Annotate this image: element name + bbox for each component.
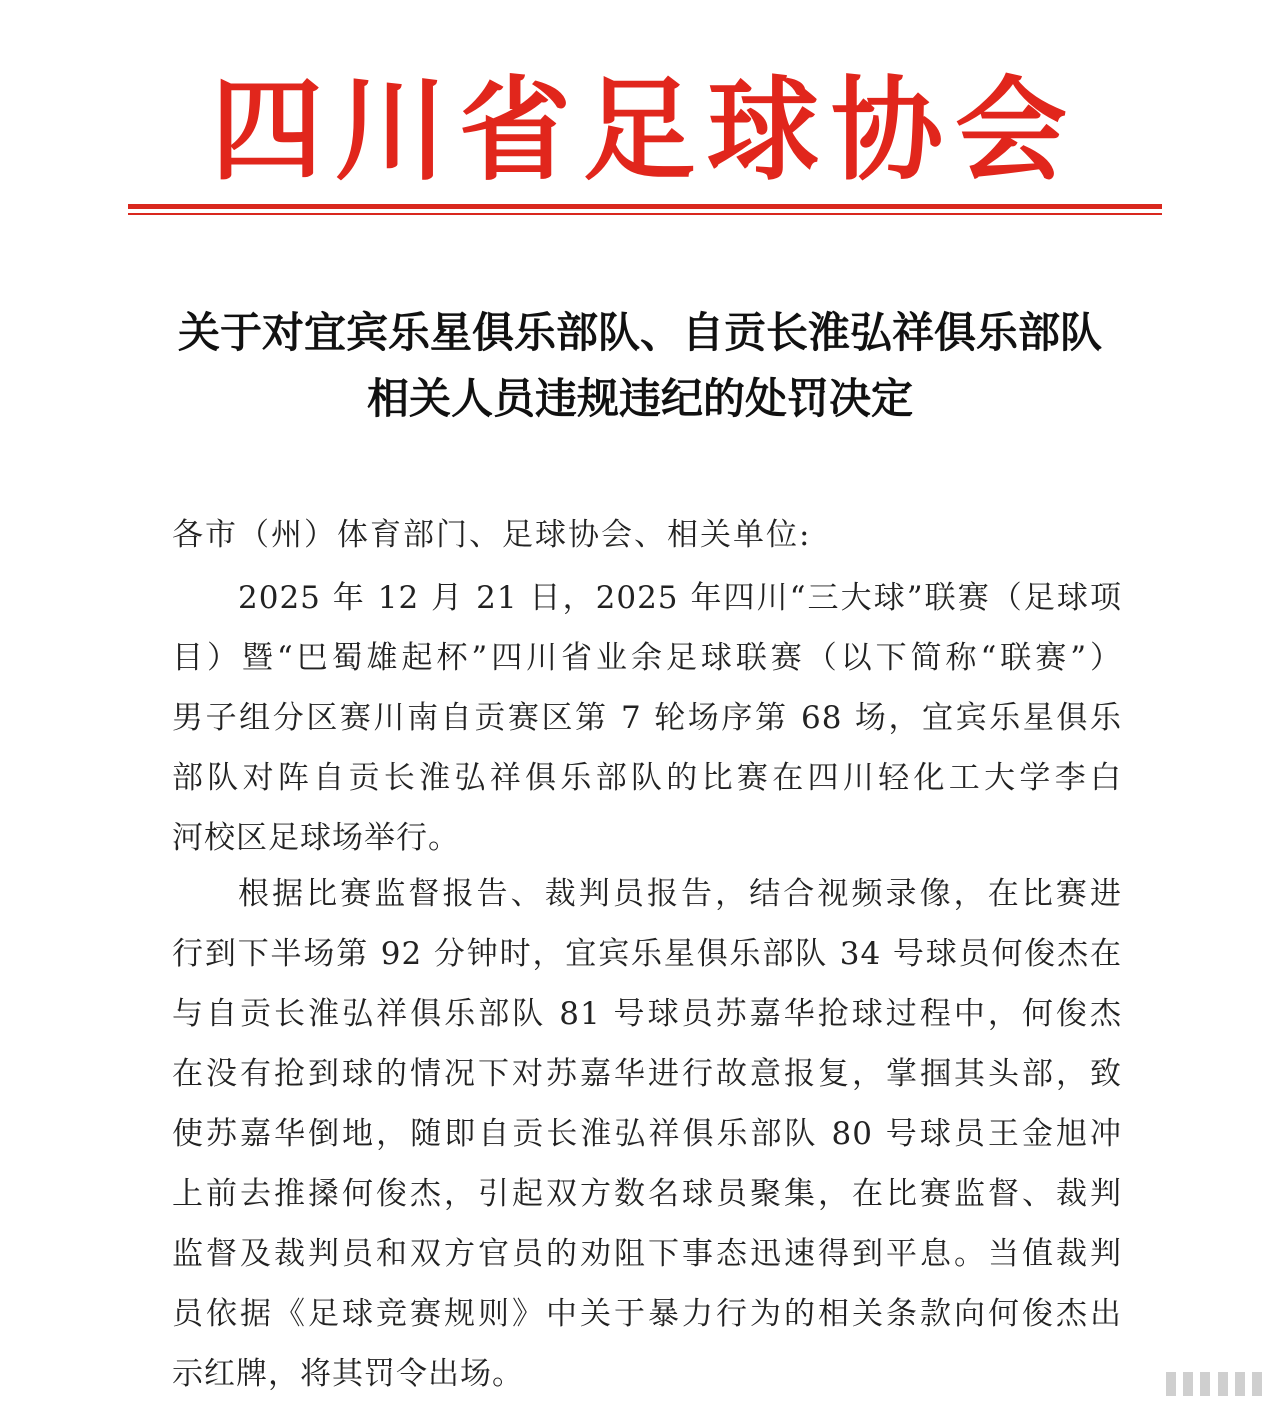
paragraph-line: 根据比赛监督报告、裁判员报告，结合视频录像，在比赛进 — [238, 876, 1122, 912]
paragraph-line: 目）暨“巴蜀雄起杯”四川省业余足球联赛（以下简称“联赛”） — [172, 640, 1122, 676]
paragraph-line: 使苏嘉华倒地，随即自贡长淮弘祥俱乐部队 80 号球员王金旭冲 — [172, 1116, 1122, 1152]
paragraph-line: 员依据《足球竞赛规则》中关于暴力行为的相关条款向何俊杰出 — [172, 1296, 1122, 1332]
organization-letterhead: 四川省足球协会 — [211, 66, 1079, 196]
paragraph-line: 男子组分区赛川南自贡赛区第 7 轮场序第 68 场，宜宾乐星俱乐 — [172, 700, 1122, 736]
document-title-line-1: 关于对宜宾乐星俱乐部队、自贡长淮弘祥俱乐部队 — [177, 308, 1102, 357]
paragraph-line: 上前去推搡何俊杰，引起双方数名球员聚集，在比赛监督、裁判 — [172, 1176, 1122, 1212]
paragraph-line: 2025 年 12 月 21 日，2025 年四川“三大球”联赛（足球项 — [238, 580, 1122, 616]
document-title — [140, 300, 1140, 432]
letterhead-rule-thick — [128, 204, 1162, 209]
watermark-bar — [1218, 1372, 1228, 1396]
document-title-line-2: 相关人员违规违纪的处罚决定 — [366, 374, 913, 423]
paragraph-2 — [172, 864, 1122, 1404]
watermark-bar — [1252, 1372, 1262, 1396]
watermark-bars — [1166, 1372, 1262, 1396]
paragraph-line: 部队对阵自贡长淮弘祥俱乐部队的比赛在四川轻化工大学李白 — [172, 760, 1122, 796]
paragraph-line: 监督及裁判员和双方官员的劝阻下事态迅速得到平息。当值裁判 — [172, 1236, 1122, 1272]
watermark-bar — [1200, 1372, 1210, 1396]
salutation: 各市（州）体育部门、足球协会、相关单位: — [172, 517, 812, 553]
watermark-bar — [1235, 1372, 1245, 1396]
watermark-bar — [1183, 1372, 1193, 1396]
watermark-bar — [1166, 1372, 1176, 1396]
paragraph-line: 与自贡长淮弘祥俱乐部队 81 号球员苏嘉华抢球过程中，何俊杰 — [172, 996, 1122, 1032]
paragraph-line: 在没有抢到球的情况下对苏嘉华进行故意报复，掌掴其头部，致 — [172, 1056, 1122, 1092]
paragraph-line: 河校区足球场举行。 — [172, 820, 460, 856]
paragraph-line: 示红牌，将其罚令出场。 — [172, 1356, 524, 1392]
paragraph-1 — [172, 568, 1122, 868]
letterhead-rule-thin — [128, 213, 1162, 215]
paragraph-line: 行到下半场第 92 分钟时，宜宾乐星俱乐部队 34 号球员何俊杰在 — [172, 936, 1122, 972]
